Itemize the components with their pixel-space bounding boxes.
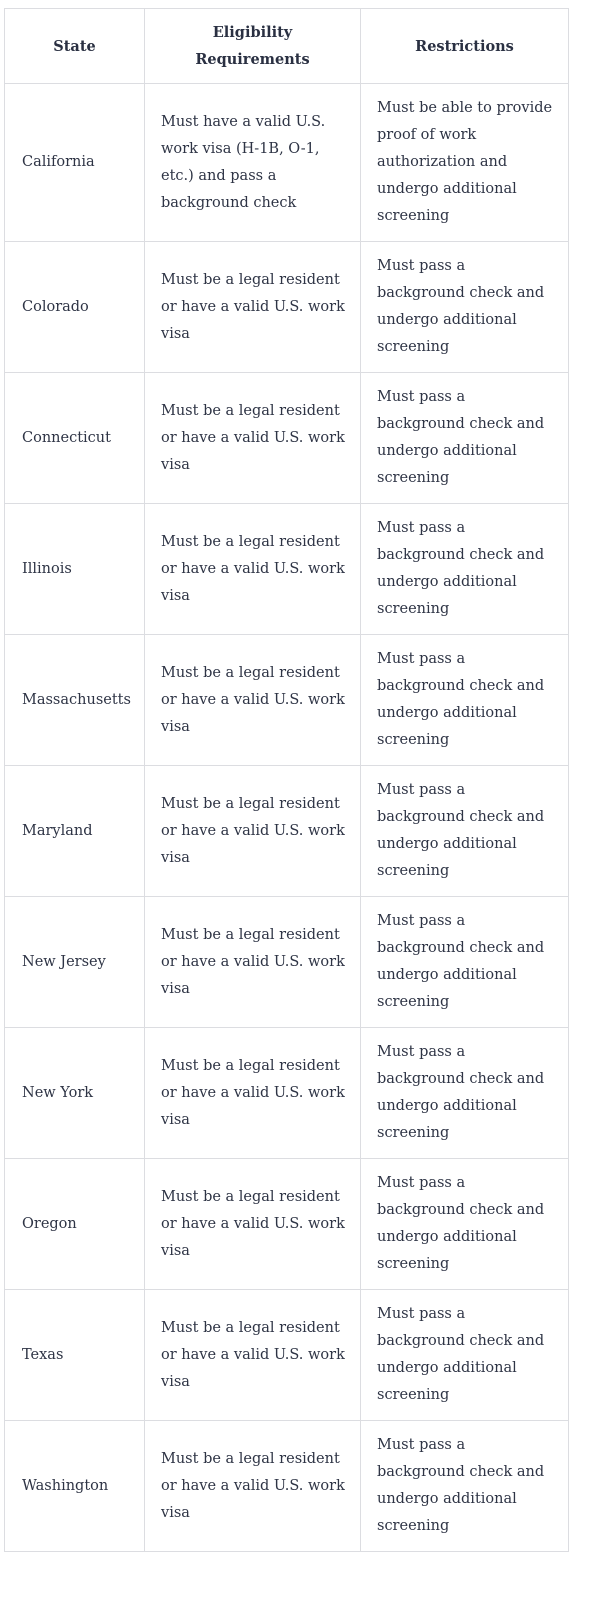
table-row — [5, 1421, 569, 1552]
restrictions-cell: Must be able to provide proof of work authorization and undergo additional screening — [361, 84, 569, 242]
state-cell: Connecticut — [5, 373, 145, 504]
eligibility-cell: Must be a legal resident or have a valid U.S. work visa — [145, 1290, 361, 1421]
state-cell: Oregon — [5, 1159, 145, 1290]
state-cell: Colorado — [5, 242, 145, 373]
eligibility-cell: Must be a legal resident or have a valid U.S. work visa — [145, 373, 361, 504]
restrictions-cell: Must pass a background check and undergo additional screening — [361, 766, 569, 897]
header-row — [5, 9, 569, 84]
table-row — [5, 242, 569, 373]
table-row — [5, 84, 569, 242]
restrictions-cell: Must pass a background check and undergo additional screening — [361, 1290, 569, 1421]
eligibility-cell: Must be a legal resident or have a valid U.S. work visa — [145, 897, 361, 1028]
restrictions-cell: Must pass a background check and undergo additional screening — [361, 897, 569, 1028]
restrictions-cell: Must pass a background check and undergo additional screening — [361, 504, 569, 635]
table-header — [5, 9, 569, 84]
state-cell: Massachusetts — [5, 635, 145, 766]
restrictions-cell: Must pass a background check and undergo additional screening — [361, 1159, 569, 1290]
state-cell: Illinois — [5, 504, 145, 635]
restrictions-cell: Must pass a background check and undergo additional screening — [361, 635, 569, 766]
eligibility-cell: Must be a legal resident or have a valid U.S. work visa — [145, 1028, 361, 1159]
table-row — [5, 766, 569, 897]
header-restrictions: Restrictions — [361, 9, 569, 84]
table-row — [5, 635, 569, 766]
state-cell: New Jersey — [5, 897, 145, 1028]
eligibility-cell: Must be a legal resident or have a valid U.S. work visa — [145, 504, 361, 635]
restrictions-cell: Must pass a background check and undergo additional screening — [361, 242, 569, 373]
restrictions-cell: Must pass a background check and undergo additional screening — [361, 1028, 569, 1159]
state-cell: Washington — [5, 1421, 145, 1552]
eligibility-cell: Must be a legal resident or have a valid U.S. work visa — [145, 1421, 361, 1552]
eligibility-cell: Must be a legal resident or have a valid U.S. work visa — [145, 766, 361, 897]
state-cell: California — [5, 84, 145, 242]
table-row — [5, 373, 569, 504]
header-state: State — [5, 9, 145, 84]
table-row — [5, 897, 569, 1028]
eligibility-cell: Must have a valid U.S. work visa (H-1B, O-1, etc.) and pass a background check — [145, 84, 361, 242]
state-cell: New York — [5, 1028, 145, 1159]
table-row — [5, 504, 569, 635]
eligibility-cell: Must be a legal resident or have a valid U.S. work visa — [145, 242, 361, 373]
header-eligibility: Eligibility Requirements — [145, 9, 361, 84]
eligibility-table — [4, 8, 569, 1552]
table-body — [5, 84, 569, 1552]
eligibility-table-container — [4, 8, 568, 1552]
state-cell: Texas — [5, 1290, 145, 1421]
restrictions-cell: Must pass a background check and undergo additional screening — [361, 373, 569, 504]
table-row — [5, 1028, 569, 1159]
restrictions-cell: Must pass a background check and undergo additional screening — [361, 1421, 569, 1552]
table-row — [5, 1159, 569, 1290]
eligibility-cell: Must be a legal resident or have a valid U.S. work visa — [145, 635, 361, 766]
eligibility-cell: Must be a legal resident or have a valid U.S. work visa — [145, 1159, 361, 1290]
state-cell: Maryland — [5, 766, 145, 897]
table-row — [5, 1290, 569, 1421]
